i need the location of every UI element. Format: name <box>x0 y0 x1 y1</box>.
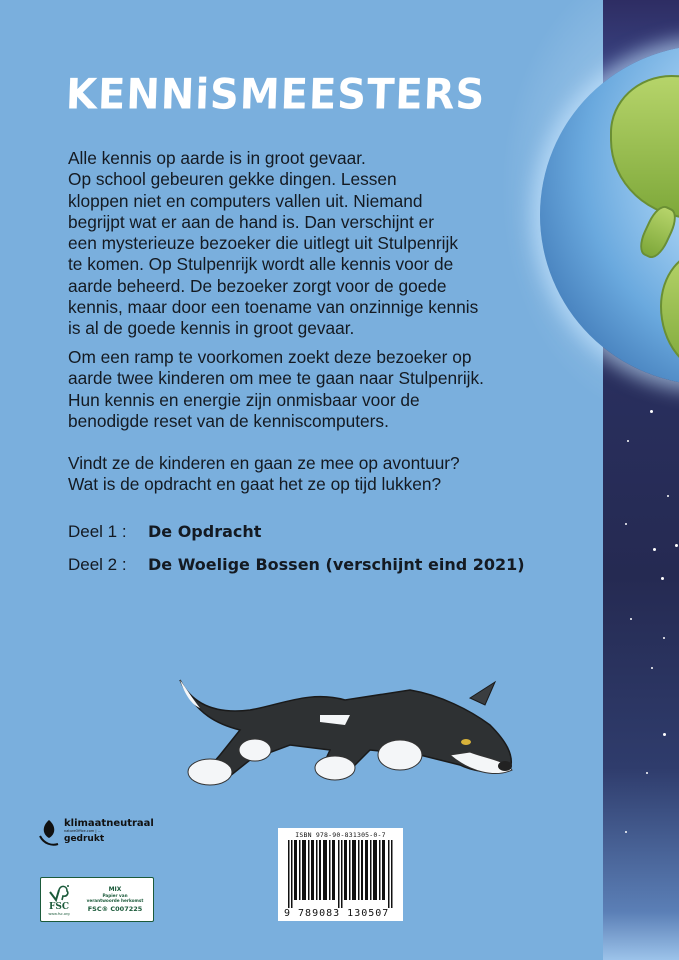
synopsis-line: Om een ramp te voorkomen zoekt deze bezoeker op <box>68 347 472 367</box>
south-america-shape <box>660 250 679 374</box>
star-icon <box>627 440 629 442</box>
synopsis-line: te komen. Op Stulpenrijk wordt alle kennis voor de <box>68 254 454 275</box>
fsc-tree-icon <box>48 884 70 902</box>
star-icon <box>625 831 627 833</box>
fsc-code: FSC® C007225 <box>87 905 143 913</box>
star-icon <box>625 523 627 525</box>
barcode-bars-icon <box>288 840 393 908</box>
synopsis-line: Wat is de opdracht en gaat het ze op tijd lukken? <box>68 474 442 495</box>
fsc-paper-line2: verantwoorde herkomst <box>86 898 144 903</box>
fsc-paper-line1: Papier van <box>102 893 128 898</box>
klimaat-line3: gedrukt <box>64 834 105 844</box>
isbn-label: ISBN 978-90-831305-0-7 <box>295 831 386 839</box>
leaf-icon <box>38 818 60 848</box>
synopsis-line: benodigde reset van de kenniscomputers. <box>68 410 389 431</box>
synopsis-line: aarde twee kinderen om mee te gaan naar Stulpenrijk. <box>68 368 484 389</box>
synopsis-paragraph-2 <box>68 347 538 432</box>
synopsis-line: begrijpt wat er aan de hand is. Dan verschijnt er <box>68 211 434 232</box>
synopsis-paragraph-1 <box>68 148 538 340</box>
central-america-shape <box>635 202 679 262</box>
klimaatneutraal-logo <box>38 818 154 848</box>
part-title: De Opdracht <box>148 522 262 541</box>
klimaat-line2: natureOffice.com | ... <box>64 829 102 833</box>
part-label: Deel 1 : <box>68 522 127 541</box>
part-label: Deel 2 : <box>68 555 127 574</box>
star-icon <box>630 618 632 620</box>
synopsis-line: kloppen niet en computers vallen uit. Niemand <box>68 190 423 211</box>
synopsis-line: Hun kennis en energie zijn onmisbaar voor de <box>68 389 420 410</box>
synopsis-line: Alle kennis op aarde is in groot gevaar. <box>68 148 366 168</box>
fsc-url: www.fsc.org <box>48 911 70 916</box>
synopsis-line: een mysterieuze bezoeker die uitlegt uit Stulpenrijk <box>68 233 459 254</box>
dog-illustration <box>170 660 530 790</box>
star-icon <box>650 410 653 413</box>
klimaat-line1: klimaatneutraal <box>64 818 154 829</box>
star-icon <box>653 548 656 551</box>
north-america-shape <box>610 75 679 219</box>
book-title: KENNiSMEESTERS <box>65 70 487 120</box>
synopsis-line: Op school gebeuren gekke dingen. Lessen <box>68 169 397 190</box>
star-icon <box>661 577 664 580</box>
synopsis-line: Vindt ze de kinderen en gaan ze mee op avontuur? <box>68 453 460 473</box>
synopsis-paragraph-3 <box>68 453 538 496</box>
star-icon <box>663 637 665 639</box>
fsc-brand: FSC <box>48 901 70 912</box>
fsc-mix: MIX <box>108 886 122 893</box>
star-icon <box>651 667 653 669</box>
part-title: De Woelige Bossen (verschijnt eind 2021) <box>148 555 525 574</box>
synopsis-line: aarde beheerd. De bezoeker zorgt voor de goede <box>68 275 447 296</box>
barcode-digits: 9 789083 130507 <box>284 908 390 919</box>
synopsis-line: is al de goede kennis in groot gevaar. <box>68 318 355 339</box>
star-icon <box>675 544 678 547</box>
series-part-1 <box>68 522 525 555</box>
synopsis-line: kennis, maar door een toename van onzinnige kennis <box>68 297 479 318</box>
fsc-logo <box>40 877 154 922</box>
star-icon <box>667 495 669 497</box>
series-parts-list <box>68 522 525 588</box>
series-part-2 <box>68 555 525 588</box>
star-icon <box>646 772 648 774</box>
fsc-tree-mark <box>41 878 77 921</box>
star-icon <box>663 733 666 736</box>
isbn-barcode <box>278 828 403 921</box>
